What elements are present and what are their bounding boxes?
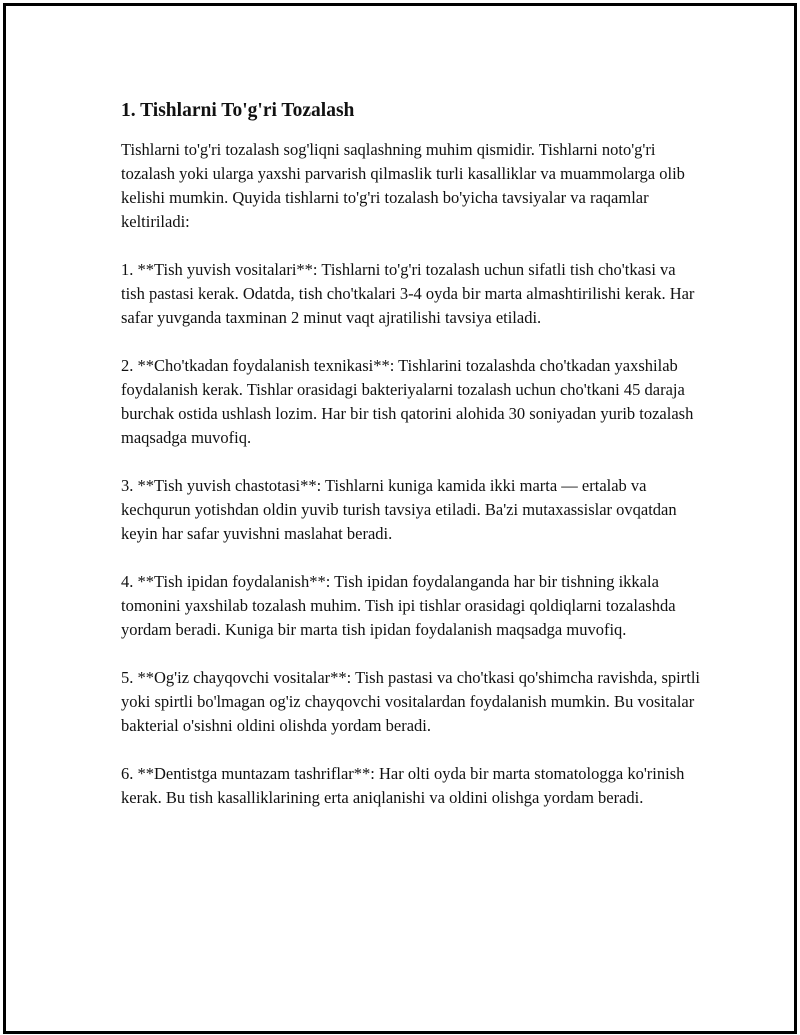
list-item: 6. **Dentistga muntazam tashriflar**: Har olti oyda bir marta stomatologga ko'rinish kerak. Bu tish kasalliklarining erta aniqlanishi va oldini olishga yordam beradi. (121, 764, 685, 807)
intro-paragraph: Tishlarni to'g'ri tozalash sog'liqni saqlashning muhim qismidir. Tishlarni noto'g'ri tozalash yoki ularga yaxshi parvarish qilmaslik turli kasalliklar va muammolarga olib kelishi mumkin. Quyida tishlarni to'g'ri tozalash bo'yicha tavsiyalar va raqamlar keltiriladi: (121, 140, 685, 231)
list-item: 2. **Cho'tkadan foydalanish texnikasi**: Tishlarini tozalashda cho'tkadan yaxshilab foydalanish kerak. Tishlar orasidagi bakteriyalarni tozalash uchun cho'tkani 45 daraja burchak ostida ushlash lozim. Har bir tish qatorini alohida 30 soniyadan yurib tozalash maqsadga muvofiq. (121, 356, 694, 447)
list-item: 4. **Tish ipidan foydalanish**: Tish ipidan foydalanganda har bir tishning ikkala tomonini yaxshilab tozalash muhim. Tish ipi tishlar orasidagi qoldiqlarni tozalashda yordam beradi. Kuniga bir marta tish ipidan foydalanish maqsadga muvofiq. (121, 572, 676, 639)
page-frame (3, 3, 797, 1034)
list-item: 1. **Tish yuvish vositalari**: Tishlarni to'g'ri tozalash uchun sifatli tish cho'tkasi va tish pastasi kerak. Odatda, tish cho'tkalari 3-4 oyda bir marta almashtirilishi kerak. Har safar yuvganda taxminan 2 minut vaqt ajratilishi tavsiya etiladi. (121, 260, 695, 327)
list-item: 3. **Tish yuvish chastotasi**: Tishlarni kuniga kamida ikki marta — ertalab va kechqurun yotishdan oldin yuvib turish tavsiya etiladi. Ba'zi mutaxassislar ovqatdan keyin har safar yuvishni maslahat beradi. (121, 476, 677, 543)
document-title: 1. Tishlarni To'g'ri Tozalash (121, 100, 355, 121)
list-item: 5. **Og'iz chayqovchi vositalar**: Tish pastasi va cho'tkasi qo'shimcha ravishda, spirtli yoki spirtli bo'lmagan og'iz chayqovchi vositalardan foydalanish mumkin. Bu vositalar bakterial o'sishni oldini olishda yordam beradi. (121, 668, 701, 735)
document-body (121, 98, 701, 810)
